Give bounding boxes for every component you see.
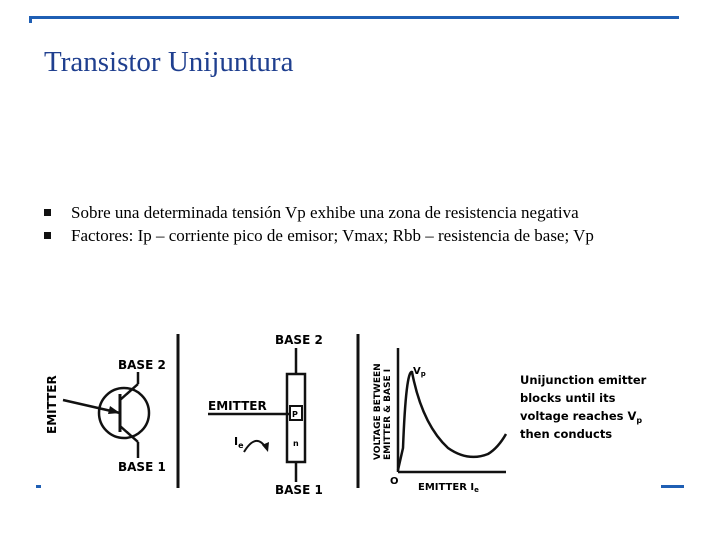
caption-line-2: blocks until its bbox=[520, 391, 616, 405]
structure-base2-label: BASE 2 bbox=[275, 333, 323, 347]
caption-line-3: voltage reaches $V_p$ bbox=[520, 409, 643, 425]
curve-origin-label: O bbox=[390, 476, 399, 487]
top-rule bbox=[31, 16, 679, 19]
slide-title: Transistor Unijuntura bbox=[44, 46, 294, 78]
bullet-item bbox=[44, 225, 684, 247]
curve-peak-label: $V_p$ bbox=[413, 366, 426, 378]
structure-n-label: n bbox=[293, 439, 299, 448]
symbol-emitter-label: EMITTER bbox=[45, 375, 59, 434]
bottom-rule-left bbox=[36, 485, 41, 488]
structure-emitter-label: EMITTER bbox=[208, 399, 267, 413]
ujt-curve-panel bbox=[373, 348, 506, 494]
bullet-marker bbox=[44, 232, 51, 239]
curve-ylabel-2: EMITTER & BASE I bbox=[383, 368, 393, 460]
symbol-emitter-arrow bbox=[108, 406, 120, 414]
caption-line-1: Unijunction emitter bbox=[520, 373, 647, 387]
ujt-symbol-panel bbox=[45, 334, 178, 488]
bottom-rule-right bbox=[661, 485, 684, 488]
bullet-marker bbox=[44, 209, 51, 216]
ujt-figure bbox=[38, 328, 662, 500]
structure-ie-arrow bbox=[244, 441, 266, 452]
caption-line-4: then conducts bbox=[520, 427, 613, 441]
symbol-base1-label: BASE 1 bbox=[118, 460, 166, 474]
structure-p-label: P bbox=[292, 410, 298, 419]
bullet-item bbox=[44, 202, 684, 224]
bullet-text: Sobre una determinada tensión Vp exhibe una zona de resistencia negativa bbox=[71, 203, 579, 222]
ujt-caption bbox=[520, 373, 647, 441]
curve-ylabel-1: VOLTAGE BETWEEN bbox=[373, 363, 383, 460]
ujt-structure-panel bbox=[208, 333, 358, 497]
curve-line bbox=[398, 372, 506, 470]
bullet-text: Factores: Ip – corriente pico de emisor; Vmax; Rbb – resistencia de base; Vp bbox=[71, 226, 594, 245]
symbol-base2-label: BASE 2 bbox=[118, 358, 166, 372]
curve-xlabel: EMITTER $I_e$ bbox=[418, 482, 479, 494]
structure-base1-label: BASE 1 bbox=[275, 483, 323, 497]
structure-ie-label: $I_e$ bbox=[234, 435, 244, 450]
bullet-list bbox=[44, 202, 684, 248]
